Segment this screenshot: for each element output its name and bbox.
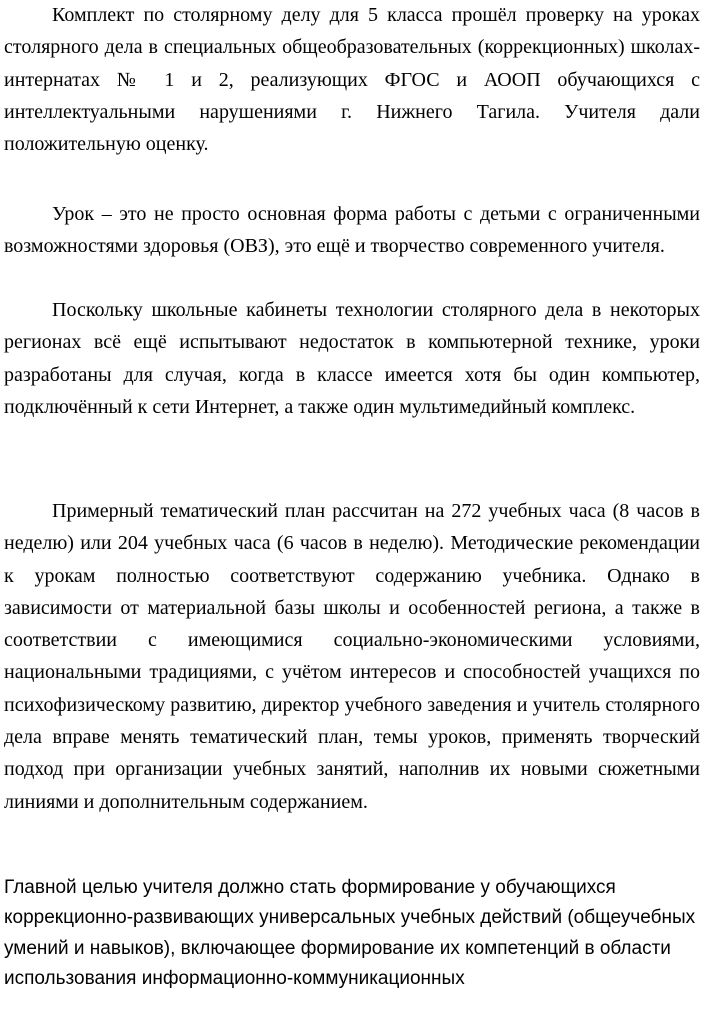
paragraph-plan: Примерный тематический план рассчитан на 272 учебных часа (8 часов в неделю) или 204 учебных часа (6 часов в неделю). Методические рекомендации к урокам полностью соответствуют содержанию учебника. Однако в зависимости от материальной базы школы и особенностей региона, а также в соответствии с имеющимися социально-экономическими условиями, национальными традициями, с учётом интересов и способностей учащихся по психофизическому развитию, директор учебного заведения и учитель столярного дела вправе менять тематический план, темы уроков, применять творческий подход при организации учебных занятий, наполнив их новыми сюжетными линиями и дополнительным содержанием. <box>4 500 700 813</box>
paragraph-classrooms: Поскольку школьные кабинеты технологии столярного дела в некоторых регионах всё ещё испытывают недостаток в компьютерной технике, уроки разработаны для случая, когда в классе имеется хотя бы один компьютер, подключённый к сети Интернет, а также один мультимедийный комплекс. <box>4 299 700 418</box>
paragraph-intro: Комплект по столярному делу для 5 класса прошёл проверку на уроках столярного дела в специальных общеобразовательных (коррекционных) школах-интернатах № 1 и 2, реализующих ФГОС и АООП обучающихся с интеллектуальными нарушениями г. Нижнего Тагила. Учителя дали положительную оценку. <box>4 4 700 156</box>
paragraph-lesson: Урок – это не просто основная форма работы с детьми с ограниченными возможностями здоровья (ОВЗ), это ещё и творчество современного учителя. <box>4 203 700 258</box>
paragraph-goal: Главной целью учителя должно стать формирование у обучающихся коррекционно-развивающих универсальных учебных действий (общеучебных умений и навыков), включающее формирование их компетенций в области использования информационно-коммуникационных <box>4 877 696 989</box>
